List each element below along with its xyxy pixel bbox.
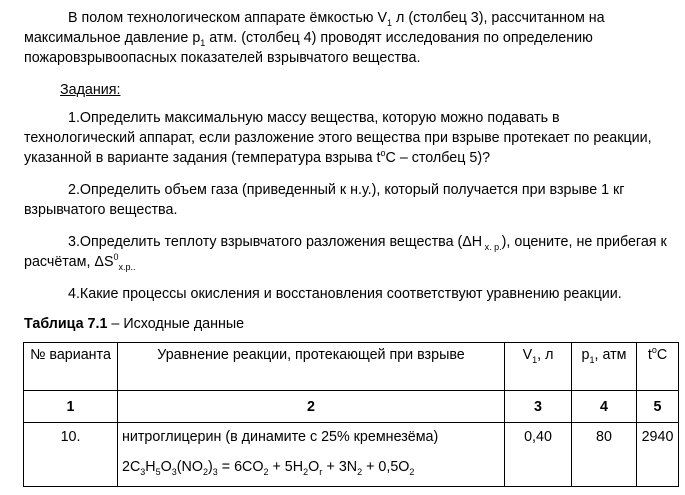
eq-sub: г (319, 466, 323, 477)
eq-part: ) (208, 459, 213, 475)
column-number-2: 2 (118, 391, 505, 423)
eq-sub: 2 (357, 466, 363, 477)
task-3-text-b: ), оцените, не прибегая к расчётам, ΔS (24, 234, 667, 270)
intro-paragraph (24, 8, 672, 68)
header-temperature-sup: o (651, 345, 657, 356)
eq-sub: 2 (303, 466, 309, 477)
eq-sub: 3 (171, 466, 177, 477)
eq-part: O (308, 459, 320, 475)
task-2-text: 2.Определить объем газа (приведенный к н.у.), который получается при взрыве 1 кг взрывчатого вещества. (24, 182, 625, 218)
header-pressure (572, 343, 637, 391)
header-pressure-unit: , атм (594, 347, 627, 363)
table-data-row (24, 423, 679, 487)
task-3 (24, 232, 672, 272)
source-data-table (23, 342, 679, 487)
task-1 (24, 108, 672, 168)
reaction-equation (122, 457, 500, 477)
eq-part: + 0,5O (362, 459, 410, 475)
column-number-1: 1 (24, 391, 118, 423)
cell-substance: нитроглицерин (в динамите с 25% кремнезёма) (122, 429, 439, 445)
eq-sub: 2 (263, 466, 269, 477)
task-4 (24, 284, 672, 304)
header-variant: № варианта (24, 343, 118, 391)
task-1-text-a: 1.Определить максимальную массу вещества, которую можно подавать в технологический аппарат, если разложение этого вещества при взрыве протекает по реакции, указанной в варианте задания (температура взрыва t (24, 110, 652, 166)
header-temperature-t: t (647, 347, 652, 363)
task-3-sub-1: х. р. (482, 241, 502, 252)
header-temperature (637, 343, 679, 391)
header-pressure-p: p (581, 347, 590, 363)
intro-text-2: л (столбец 3), рассчитанном на максимальное давление р (24, 10, 605, 46)
cell-temperature: 2940 (637, 423, 679, 487)
task-3-sup: 0 (113, 252, 119, 263)
cell-pressure: 80 (572, 423, 637, 487)
eq-part: O (160, 459, 172, 475)
table-caption-text: – Исходные данные (107, 316, 245, 332)
table-header-row (24, 343, 679, 391)
header-temperature-c: C (656, 347, 668, 363)
header-equation: Уравнение реакции, протекающей при взрыве (118, 343, 505, 391)
intro-sub-1: 1 (387, 17, 393, 28)
column-number-5: 5 (637, 391, 679, 423)
cell-variant: 10. (24, 423, 118, 487)
eq-part: 2C (122, 459, 141, 475)
eq-sub: 5 (155, 466, 161, 477)
cell-reaction (118, 423, 505, 487)
header-volume-unit: , л (537, 347, 554, 363)
eq-sub: 2 (203, 466, 209, 477)
tasks-heading: Задания: (60, 82, 121, 98)
cell-volume: 0,40 (505, 423, 572, 487)
eq-sub: 2 (409, 466, 415, 477)
eq-part: + 5H (268, 459, 304, 475)
column-number-4: 4 (572, 391, 637, 423)
task-2 (24, 180, 672, 220)
header-volume (505, 343, 572, 391)
column-number-row (24, 391, 679, 423)
eq-part: (NO (176, 459, 203, 475)
task-1-text-b: C – столбец 5)? (385, 150, 491, 166)
intro-text-3: атм. (столбец 4) проводят исследования по определению пожаровзрывоопасных показателей взрывчатого вещества. (24, 30, 593, 66)
eq-sub: 3 (212, 466, 218, 477)
column-number-3: 3 (505, 391, 572, 423)
table-caption (24, 314, 244, 334)
eq-part: + 3N (322, 459, 358, 475)
header-volume-sub: 1 (532, 354, 538, 365)
task-1-sup: o (380, 148, 386, 159)
eq-sub: 3 (140, 466, 146, 477)
task-3-text-a: 3.Определить теплоту взрывчатого разложения вещества (ΔН (68, 234, 483, 250)
table-caption-bold: Таблица 7.1 (24, 316, 108, 332)
intro-text-1: В полом технологическом аппарате ёмкостью V (68, 10, 388, 26)
header-pressure-sub: 1 (589, 354, 595, 365)
eq-part: = 6CO (217, 459, 264, 475)
header-volume-v: V (522, 347, 533, 363)
intro-sub-2: 1 (200, 37, 206, 48)
eq-part: H (145, 459, 156, 475)
task-4-text: 4.Какие процессы окисления и восстановления соответствуют уравнению реакции. (68, 286, 622, 302)
task-3-sub-2: х.р.. (118, 261, 136, 272)
